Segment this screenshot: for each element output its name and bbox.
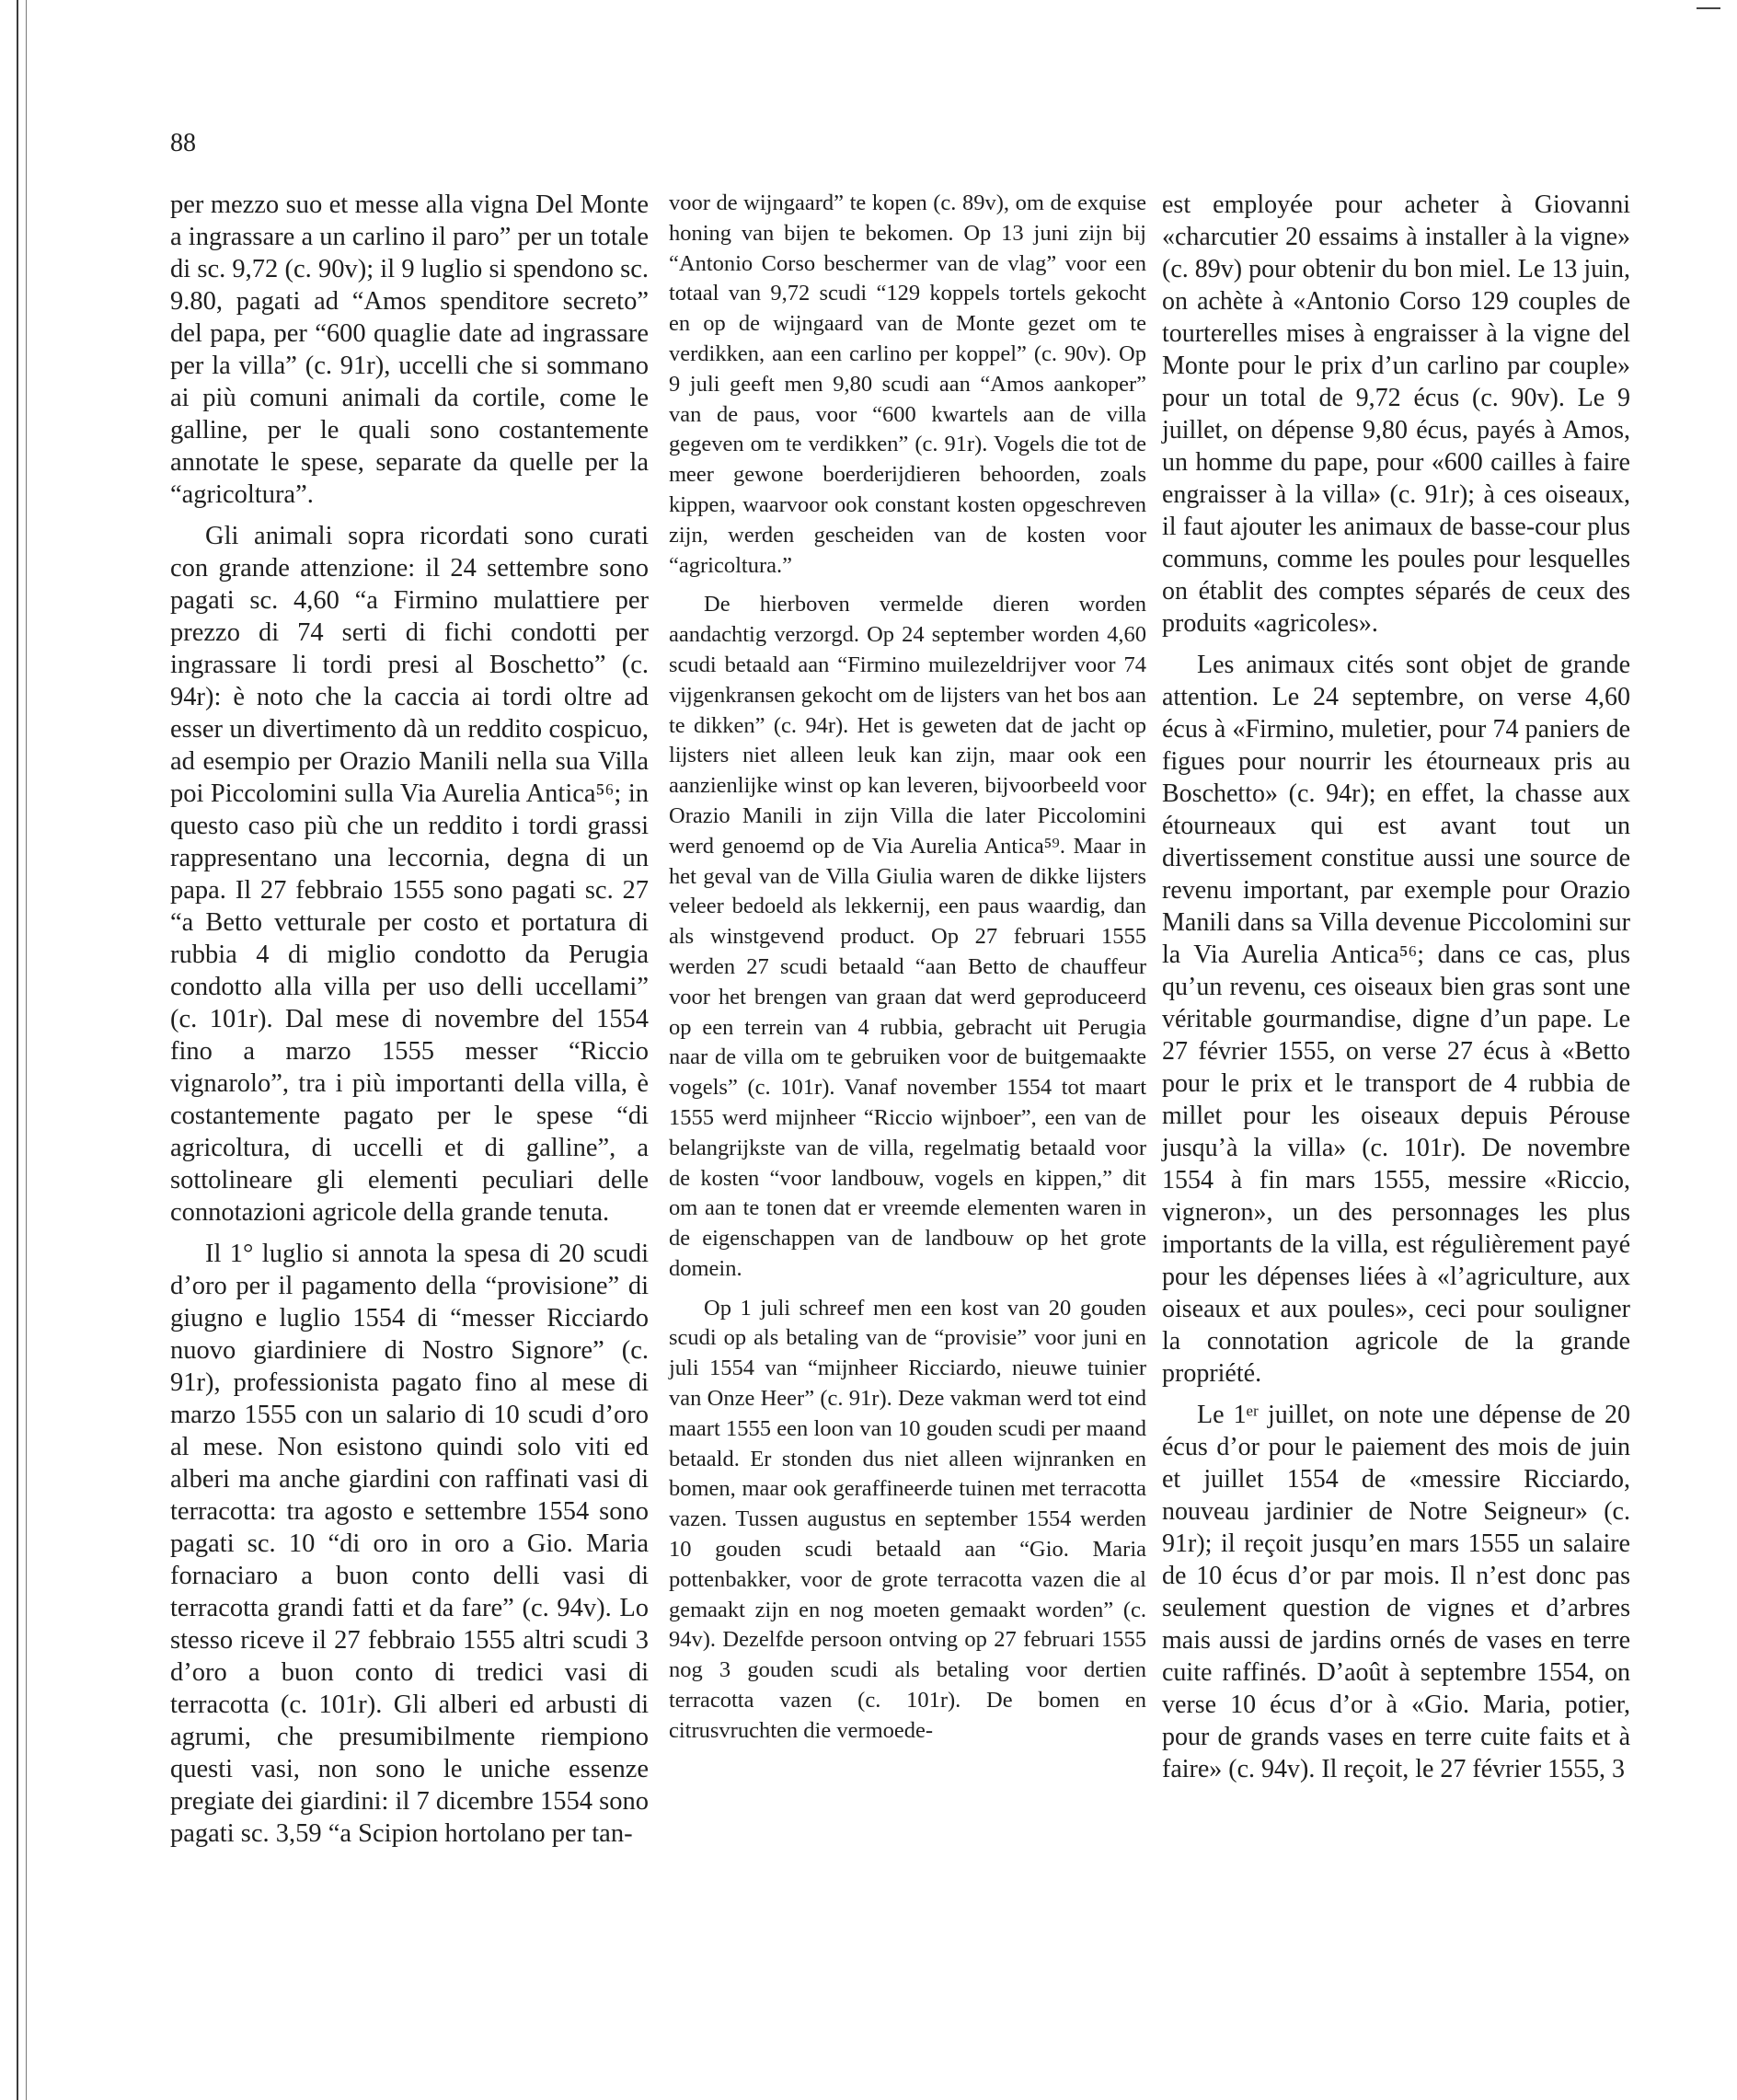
french-paragraph: Les animaux cités sont objet de grande attention. Le 24 septembre, on verse 4,60 écus à «Firmino, muletier, pour 74 paniers de figues pour nourrir les étourneaux pris au Boschetto» (c. 94r); en effet, la chasse aux étourneaux qui est avant tout un divertissement constitue aussi une source de revenu important, par exemple pour Orazio Manili dans sa Villa devenue Piccolomini sur la Via Aurelia Antica⁵⁶; dans ce cas, plus qu’un revenu, ces oiseaux bien gras sont une véritable gourmandise, digne d’un pape. Le 27 février 1555, on verse 27 écus à «Betto pour le prix et le transport de 4 rubbia de millet pour les oiseaux depuis Pérouse jusqu’à la villa» (c. 101r). De novembre 1554 à fin mars 1555, messire «Riccio, vigneron», un des personnages les plus importants de la villa, est régulièrement payé pour les dépenses liées à «l’agriculture, aux oiseaux et aux poules», ceci pour souligner la connotation agricole de la grande propriété. xyxy=(1162,651,1630,1388)
binding-edge xyxy=(17,0,18,2100)
italian-paragraph: per mezzo suo et messe alla vigna Del Monte a ingrassare a un carlino il paro” per un totale di sc. 9,72 (c. 90v); il 9 luglio si spendono sc. 9.80, pagati ad “Amos spenditore secreto” del papa, per “600 quaglie date ad ingrassare per la villa” (c. 91r), uccelli che si sommano ai più comuni animali da cortile, come le galline, per le quali sono costantemente annotate le spese, separate da quelle per la “agricoltura”. xyxy=(170,190,649,509)
dutch-paragraph: De hierboven vermelde dieren worden aandachtig verzorgd. Op 24 september worden 4,60 scudi betaald aan “Firmino muilezeldrijver voor 74 vijgenkransen gekocht om de lijsters van het bos aan te dikken” (c. 94r). Het is geweten dat de jacht op lijsters niet alleen leuk kan zijn, maar ook een aanzienlijke winst op kan leveren, bijvoorbeeld voor Orazio Manili in zijn Villa die later Piccolomini werd genoemd op de Via Aurelia Antica⁵⁹. Maar in het geval van de Villa Giulia waren de dikke lijsters veleer bedoeld als lekkernij, een paus waardig, dan als winstgevend product. Op 27 februari 1555 werden 27 scudi betaald “aan Betto de chauffeur voor het brengen van graan dat werd geproduceerd op een terrein van 4 rubbia, gebracht uit Perugia naar de villa om te gebruiken voor de buitgemaakte vogels” (c. 101r). Vanaf november 1554 tot maart 1555 werd mijnheer “Riccio wijnboer”, een van de belangrijkste van de villa, regelmatig betaald voor de kosten “voor landbouw, vogels en kippen,” dit om aan te tonen dat er vreemde elementen waren in de eigenschappen van de landbouw op het grote domein. xyxy=(669,592,1146,1281)
italian-column xyxy=(170,189,649,1859)
binding-edge-inner xyxy=(26,0,27,2100)
italian-paragraph: Gli animali sopra ricordati sono curati con grande attenzione: il 24 settembre sono pagati sc. 4,60 “a Firmino mulattiere per prezzo di 74 serti di fichi condotti per ingrassare li tordi presi al Boschetto” (c. 94r): è noto che la caccia ai tordi oltre ad esser un divertimento dà un reddito cospicuo, ad esempio per Orazio Manili nella sua Villa poi Piccolomini sulla Via Aurelia Antica⁵⁶; in questo caso più che un reddito i tordi grassi rappresentano una leccornia, degna di un papa. Il 27 febbraio 1555 sono pagati sc. 27 “a Betto vetturale per costo et portatura di rubbia 4 di miglio condotto da Perugia condotto alla villa per uso delli uccellami” (c. 101r). Dal mese di novembre del 1554 fino a marzo 1555 messer “Riccio vignarolo”, tra i più importanti della villa, è costantemente pagato per le spese “di agricoltura, di uccelli et di galline”, a sottolineare gli elementi peculiari delle connotazioni agricole della grande tenuta. xyxy=(170,522,649,1227)
dutch-paragraph: voor de wijngaard” te kopen (c. 89v), om de exquise honing van bijen te bekomen. Op 13 juni zijn bij “Antonio Corso beschermer van de vlag” voor een totaal van 9,72 scudi “129 koppels tortels gekocht en op de wijngaard van de Monte gezet om te verdikken, aan een carlino per koppel” (c. 90v). Op 9 juli geeft men 9,80 scudi aan “Amos aankoper” van de paus, voor “600 kwartels aan de villa gegeven om te verdikken” (c. 91r). Vogels die tot de meer gewone boerderijdieren behoorden, zoals kippen, waarvoor ook constant kosten opgeschreven zijn, werden gescheiden van de kosten voor “agricoltura.” xyxy=(669,190,1146,578)
french-paragraph: Le 1ᵉʳ juillet, on note une dépense de 20 écus d’or pour le paiement des mois de juin et juillet 1554 de «messire Ricciardo, nouveau jardinier de Notre Seigneur» (c. 91r); il reçoit jusqu’en mars 1555 un salaire de 10 écus d’or par mois. Il n’est donc pas seulement question de vignes et d’arbres mais aussi de jardins ornés de vases en terre cuite raffinés. D’août à septembre 1554, on verse 10 écus d’or à «Gio. Maria, potier, pour de grands vases en terre cuite faits et à faire» (c. 94v). Il reçoit, le 27 février 1555, 3 xyxy=(1162,1401,1630,1783)
french-column xyxy=(1162,189,1630,1794)
dutch-paragraph: Op 1 juli schreef men een kost van 20 gouden scudi op als betaling van de “provisie” voor juni en juli 1554 van “mijnheer Ricciardo, nieuwe tuinier van Onze Heer” (c. 91r). Deze vakman werd tot eind maart 1555 een loon van 10 gouden scudi per maand betaald. Er stonden dus niet alleen wijnranken en bomen, maar ook geraffineerde tuinen met terracotta vazen. Tussen augustus en september 1554 werden 10 gouden scudi betaald aan “Gio. Maria pottenbakker, voor de grote terracotta vazen die al gemaakt zijn en nog moeten gemaakt worden” (c. 94v). Dezelfde persoon ontving op 27 februari 1555 nog 3 gouden scudi als betaling voor dertien terracotta vazen (c. 101r). De bomen en citrusvruchten die vermoede- xyxy=(669,1295,1146,1743)
corner-mark xyxy=(1697,7,1720,9)
italian-paragraph: Il 1° luglio si annota la spesa di 20 scudi d’oro per il pagamento della “provisione” di giugno e luglio 1554 di “messer Ricciardo nuovo giardiniere di Nostro Signore” (c. 91r), professionista pagato fino al mese di marzo 1555 con un salario di 10 scudi d’oro al mese. Non esistono quindi solo viti ed alberi ma anche giardini con raffinati vasi di terracotta: tra agosto e settembre 1554 sono pagati sc. 10 “di oro in oro a Gio. Maria fornaciaro a buon conto delli vasi di terracotta grandi fatti et da fare” (c. 94v). Lo stesso riceve il 27 febbraio 1555 altri scudi 3 d’oro a buon conto di tredici vasi di terracotta (c. 101r). Gli alberi ed arbusti di agrumi, che presumibilmente riempiono questi vasi, non sono le uniche essenze pregiate dei giardini: il 7 dicembre 1554 sono pagati sc. 3,59 “a Scipion hortolano per tan- xyxy=(170,1240,649,1848)
dutch-column xyxy=(669,189,1146,1756)
french-paragraph: est employée pour acheter à Giovanni «charcutier 20 essaims à installer à la vigne» (c. 89v) pour obtenir du bon miel. Le 13 juin, on achète à «Antonio Corso 129 couples de tourterelles mises à engraisser à la vigne del Monte pour le prix d’un carlino par couple» pour un total de 9,72 écus (c. 90v). Le 9 juillet, on dépense 9,80 écus, payés à Amos, un homme du pape, pour «600 cailles à faire engraisser à la villa» (c. 91r); à ces oiseaux, il faut ajouter les animaux de basse-cour plus communs, comme les poules pour lesquelles on établit des comptes séparés de ceux des produits «agricoles». xyxy=(1162,190,1630,638)
page-number: 88 xyxy=(170,129,196,157)
